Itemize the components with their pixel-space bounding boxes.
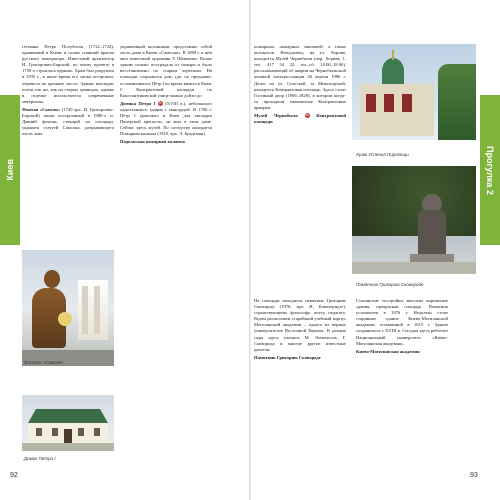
metro-icon: M xyxy=(305,113,309,118)
square-heading: Контрактовой площади xyxy=(254,113,346,125)
monument-photo xyxy=(352,166,476,274)
right-col1-paragraph: пожарных, пожарных экипажей, а также колоколов. Неподалёку, на ул. Хорива, находится Музей Чернобыля (пер. Хорива, 1, тел. 417 54 22, пн.–сб. 10.00–18.00), рассказывающий об аварии на Чернобыльской атомной электростанции 26 апреля 1986 г. Далее по ул. Спасской, за Межигорской, находится Контрактовая площадь. Здесь стоит Гостиный двор (1809–1828), в котором когда-то проходили знаменитые Контрактовые ярмарки. xyxy=(254,44,346,110)
side-tab-right-label: Прогулка 2 xyxy=(485,145,495,195)
fountain-paragraph: (1749 арх. И. Григорович-Барский) также построенный в 1980-х гг. Давний фонтан, стоящий на площади, украшен статуей Самсона, разрывающего пасть льва. xyxy=(22,106,114,137)
church-photo xyxy=(352,44,476,140)
monument-caption: Памятник Григорию Сковороде xyxy=(356,282,424,287)
right-col2-paragraph: Сталинские постройки, высокие кирпичные здания, прекрасная площадь. Памятник установлен в 1976 г. Недалеко стоит старинное здание Киево-Могилянской академии, основанной в 1615 г. Здание сохранилось с XVIII в. Сегодня здесь работает Национальный университет «Киево-Могилянская академия». xyxy=(356,298,448,346)
page-number-right: 93 xyxy=(470,472,478,479)
book-gutter xyxy=(249,0,251,500)
right-column-1 xyxy=(254,44,346,254)
house-heading: Домика Петра I xyxy=(120,100,156,106)
page-number-left: 92 xyxy=(10,472,18,479)
house-photo xyxy=(22,395,114,451)
house-paragraph: (XVIII в.), небольшого одноэтажного здания с мансардой. В 1706 г. Пётр I приезжал в Киев для закладки Печерской крепости, он жил в этом доме. Сейчас здесь музей. По соседству находится Пожарная каланча (1910, арх. Э. Брадтман). xyxy=(120,100,212,137)
academy-heading: Киево-Могилянская академия xyxy=(356,348,420,354)
left-column-1 xyxy=(22,44,114,250)
fountain-caption: Фонтан «Самсон» xyxy=(24,360,64,365)
side-tab-left[interactable] xyxy=(0,95,20,245)
side-tab-left-label: Киев xyxy=(5,159,15,181)
church-caption: Храм Успения Пирогощи xyxy=(356,152,409,157)
left-col2-paragraph: украшенный колоннами, представлял собой часть дома в Киеве «Самсона». В 1809 г. в нём жил известный художник Т. Шевченко. Позже здание сильно пострадало от пожара и было восстановлено по старым чертежам. На площади сохранился дом, где, по преданию, останавливался Пётр I во время визита в Киев. С Контрактовой площади по Константиновской улице можно дойти до xyxy=(120,44,212,98)
fountain-photo xyxy=(22,250,114,366)
museum-heading: Музей Чернобыля xyxy=(254,113,298,119)
fire-tower-heading: Подольская пожарная каланча xyxy=(120,139,185,145)
side-tab-right[interactable] xyxy=(480,95,500,245)
house-caption: Домик Петра I xyxy=(24,456,56,461)
right-column-2 xyxy=(356,298,448,438)
fountain-heading: Фонтан «Самсон» xyxy=(22,106,61,112)
metro-icon: M xyxy=(158,101,162,106)
left-col1-paragraph: гетманы Петро Полуботок (1722–1724), правивший в Киеве и позже ставший врагом русского императора. Известный архитектор И. Григорович-Барский, по чьему проекту в 1750-х строилась церковь. Храм был разрушен в 1935 г., в наше время его снова отстроили, перенеся на прежнее место. Здание выглядит почти так же, как на старых гравюрах, однако в отделке используются современные материалы. xyxy=(22,44,114,104)
left-column-2 xyxy=(120,44,212,464)
skovoroda-heading: Памятник Григорию Сковороде xyxy=(254,354,321,360)
right-col1b-paragraph: На площади находится памятник Григорию Сковороде (1976, арх. И. Кавалеридзе), странствующему философу, поэту, педагогу. Рядом расположен старейший учебный корпус Могилянской академии – одного из первых университетов Восточной Европы. В разные годы здесь учились М. Ломоносов, Г. Сковорода и многие другие известные деятели. xyxy=(254,298,346,352)
right-column-1b xyxy=(254,298,346,440)
